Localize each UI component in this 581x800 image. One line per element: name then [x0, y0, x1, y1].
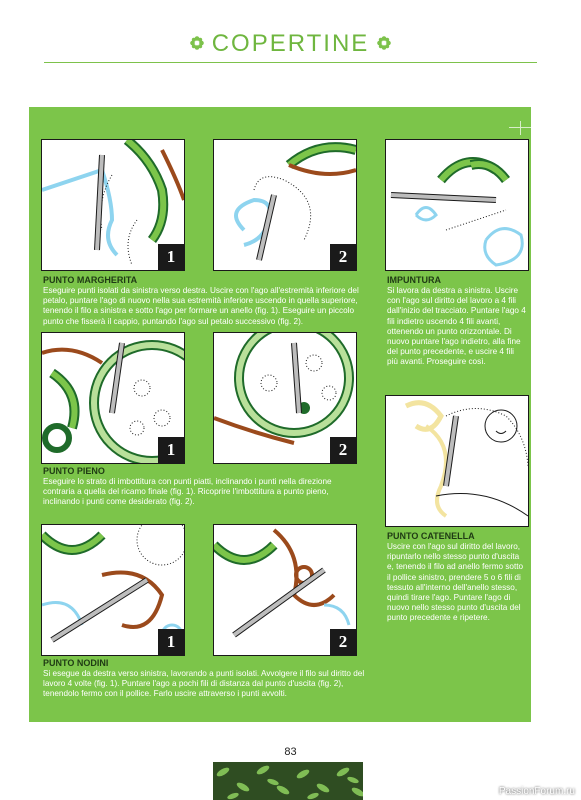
section-body: Eseguire punti isolati da sinistra verso destra. Uscire con l'ago all'estremità inferiore del petalo, puntare l'ago di nuovo nella sua estremità inferiore uscendo in quella superiore, tenendo il filo a sinistra e sotto l'ago per formare un anello (fig. 1). Eseguire un piccolo punto che fisserà il cappio, puntando l'ago sul petalo successivo (fig. 2).: [43, 286, 359, 326]
margherita-figure-2: [213, 139, 357, 271]
nodini-figure-2: [213, 524, 357, 656]
flower-icon: [377, 36, 391, 50]
watermark: PassionForum.ru: [498, 786, 575, 797]
section-body: Eseguire lo strato di imbottitura con punti piatti, inclinando i punti nella direzione contraria a quella del ricamo finale (fig. 1). Ricoprire l'imbottitura a punto pieno, inclinando i punti come desiderato (fig. 2).: [43, 477, 332, 507]
section-body: Si lavora da destra a sinistra. Uscire con l'ago sul diritto del lavoro a 4 fili dall'inizio del tracciato. Puntare l'ago 4 fili indietro uscendo 4 fili avanti, ottenendo un punto orizzontale. Di nuovo puntare l'ago indietro, alla fine del punto precedente, e uscire 4 fili più avanti. Proseguire così.: [387, 286, 526, 367]
header-rule: [44, 62, 537, 63]
figure-number: 2: [330, 437, 356, 463]
stitch-panel: [29, 107, 531, 722]
section-title: [0, 30, 581, 58]
page-header: [0, 0, 581, 66]
section-heading: PUNTO MARGHERITA: [43, 275, 138, 285]
flower-icon: [190, 36, 204, 50]
section-body: Uscire con l'ago sul diritto del lavoro, ripuntarlo nello stesso punto d'uscita e, tenendo il filo ad anello fermo sotto il pollice sinistro, prendere 5 o 6 fili di tessuto all'interno dell'anello stesso, quindi tirare l'ago. Puntare l'ago di nuovo nello stesso punto d'uscita del punto precedente e ripetere.: [387, 542, 524, 623]
pieno-figure-2: [213, 332, 357, 464]
margherita-figure-1: [41, 139, 185, 271]
figure-number: 2: [330, 244, 356, 270]
leaf-pattern: [213, 762, 363, 800]
nodini-caption: [43, 658, 367, 700]
impuntura-caption: [387, 275, 527, 368]
section-heading: IMPUNTURA: [387, 275, 441, 285]
catenella-caption: [387, 531, 527, 624]
margherita-caption: [43, 275, 359, 327]
decorative-strip: [213, 762, 363, 800]
nodini-figure-1: [41, 524, 185, 656]
section-heading: PUNTO NODINI: [43, 658, 109, 668]
section-heading: PUNTO CATENELLA: [387, 531, 475, 541]
catenella-figure: [385, 395, 529, 527]
section-heading: PUNTO PIENO: [43, 466, 105, 476]
pieno-caption: [43, 466, 359, 508]
title-text: COPERTINE: [211, 30, 370, 57]
figure-number: 2: [330, 629, 356, 655]
section-body: Si esegue da destra verso sinistra, lavorando a punti isolati. Avvolgere il filo sul diritto del lavoro 4 volte (fig. 1). Puntare l'ago a pochi fili di distanza dal punto d'uscita (fig. 2), tenendolo fermo con il pollice. Farlo uscire attraverso i punti avvolti.: [43, 669, 365, 699]
page-number: 83: [284, 746, 297, 758]
impuntura-figure: [385, 139, 529, 271]
corner-mark: [520, 121, 521, 135]
pieno-figure-1: [41, 332, 185, 464]
figure-number: 1: [158, 437, 184, 463]
figure-number: 1: [158, 629, 184, 655]
figure-number: 1: [158, 244, 184, 270]
chain-stitch-illustration: [386, 396, 528, 526]
backstitch-illustration: [386, 140, 528, 270]
